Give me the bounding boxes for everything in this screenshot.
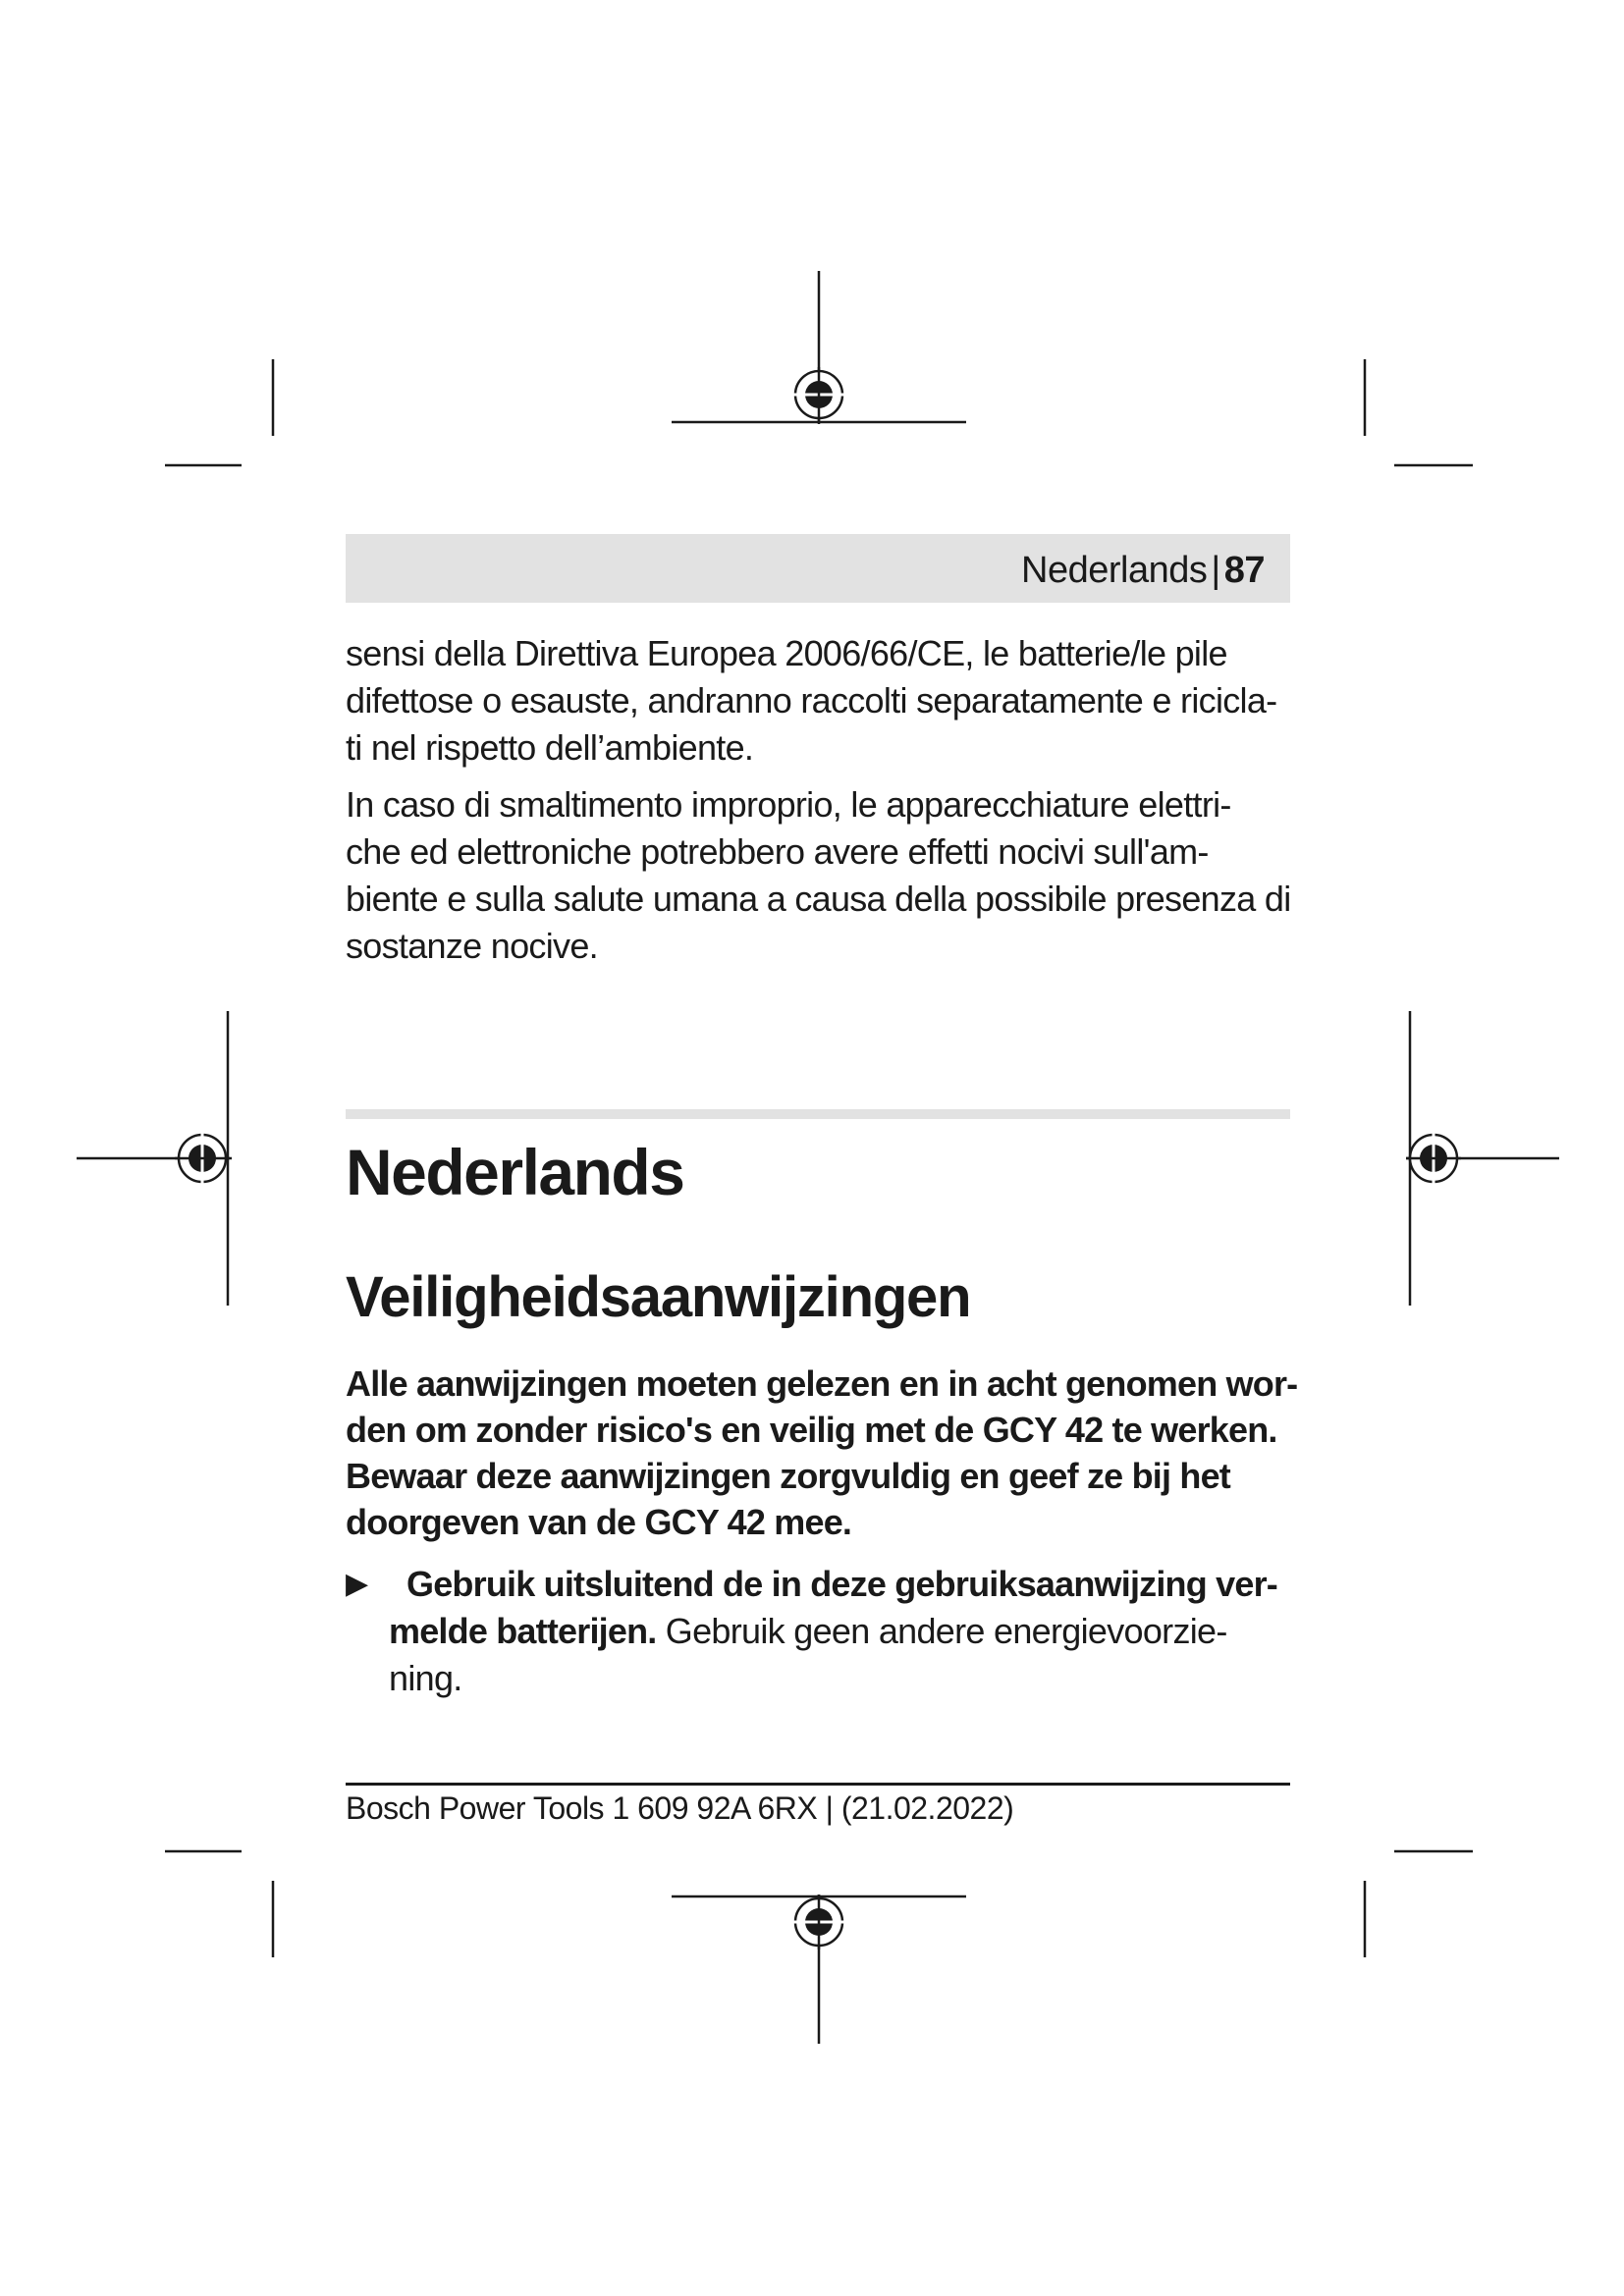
subsection-title: Veiligheidsaanwijzingen: [346, 1265, 971, 1329]
italian-paragraph-2: [346, 781, 1290, 970]
text-line: In caso di smaltimento improprio, le apparecchiature elettri-: [346, 784, 1231, 825]
text-line: doorgeven van de GCY 42 mee.: [346, 1502, 852, 1542]
header-label: [1021, 550, 1265, 592]
text-line: che ed elettroniche potrebbero avere effetti nocivi sull'am-: [346, 831, 1209, 872]
text-line: difettose o esauste, andranno raccolti separatamente e ricicla-: [346, 680, 1277, 721]
header-section: Nederlands: [1021, 550, 1208, 591]
registration-target-icon: [175, 1131, 230, 1186]
safety-bullet-item: [346, 1561, 1290, 1702]
registration-target-icon: [791, 1895, 846, 1949]
section-divider: [346, 1109, 1290, 1119]
running-header: [346, 534, 1290, 603]
registration-target-icon: [791, 367, 846, 422]
header-separator: |: [1211, 550, 1220, 591]
registration-target-icon: [1406, 1131, 1461, 1186]
text-line: sostanze nocive.: [346, 926, 598, 966]
text-line: sensi della Direttiva Europea 2006/66/CE, le batterie/le pile: [346, 633, 1227, 673]
page-number: 87: [1223, 550, 1265, 591]
text-line: Alle aanwijzingen moeten gelezen en in acht genomen wor-: [346, 1363, 1298, 1404]
text-line: ning.: [389, 1658, 462, 1698]
italian-paragraph-1: [346, 630, 1290, 772]
text-line: Bewaar deze aanwijzingen zorgvuldig en geef ze bij het: [346, 1456, 1230, 1496]
text-line: biente e sulla salute umana a causa della possibile presenza di: [346, 879, 1291, 919]
text-line: ti nel rispetto dell’ambiente.: [346, 727, 754, 768]
footer-text: Bosch Power Tools 1 609 92A 6RX | (21.02.2022): [346, 1790, 1014, 1826]
text-line: den om zonder risico's en veilig met de GCY 42 te werken.: [346, 1410, 1277, 1450]
footer-divider: [346, 1783, 1290, 1786]
text-line: melde batterijen. Gebruik geen andere energievoorzie-: [389, 1611, 1227, 1651]
text-line: Gebruik uitsluitend de in deze gebruiksaanwijzing ver-: [406, 1564, 1277, 1604]
safety-intro: [346, 1361, 1298, 1545]
bullet-arrow-icon: ▶: [346, 1568, 368, 1600]
section-title: Nederlands: [346, 1136, 684, 1208]
